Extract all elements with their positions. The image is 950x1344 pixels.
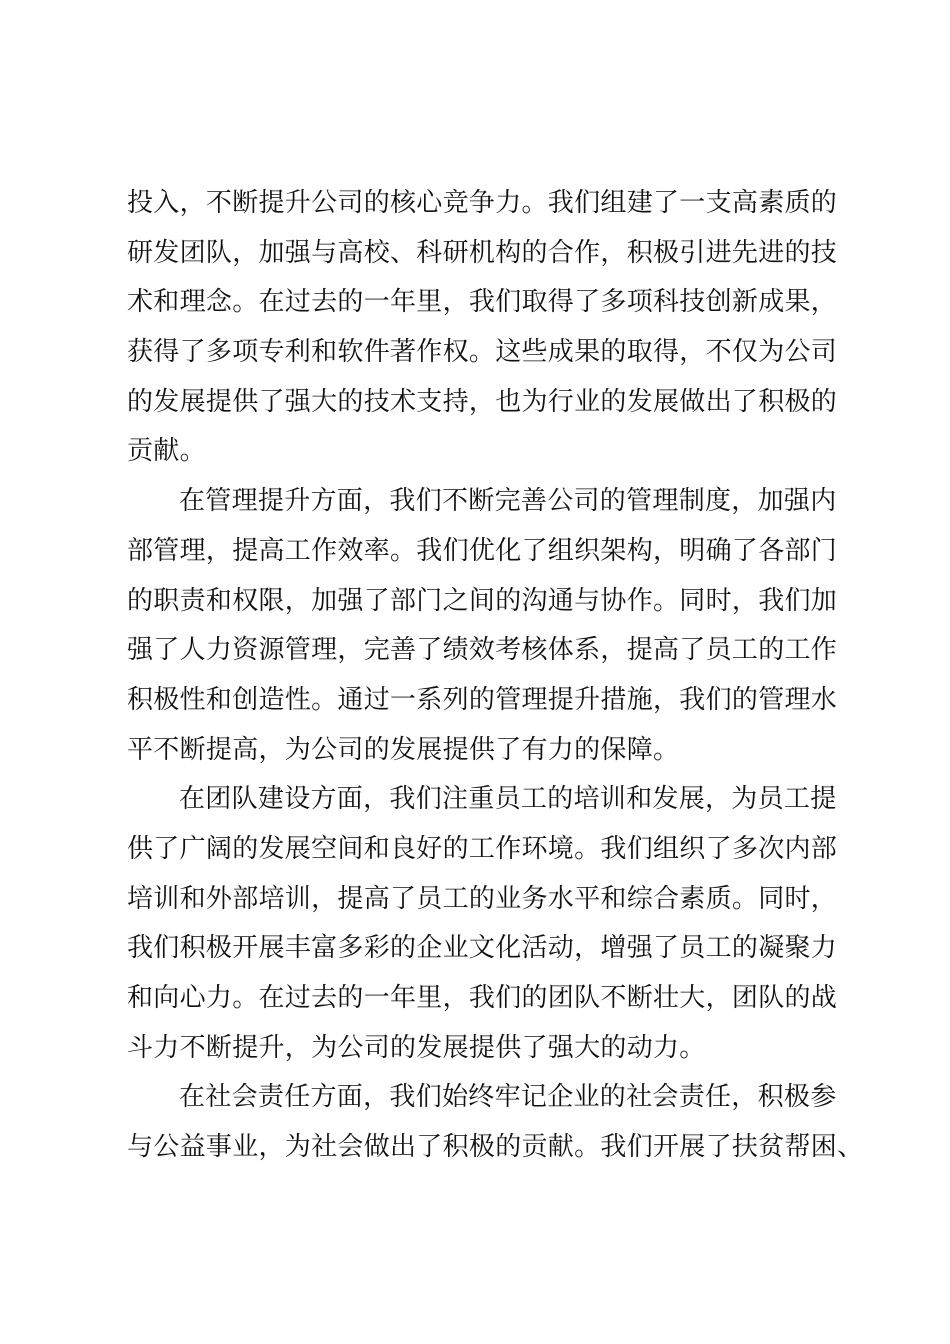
document-body	[127, 179, 864, 1173]
text-line: 在管理提升方面，我们不断完善公司的管理制度，加强内	[179, 486, 837, 517]
text-line: 在社会责任方面，我们始终牢记企业的社会责任，积极参	[179, 1082, 837, 1113]
text-line: 积极性和创造性。通过一系列的管理提升措施，我们的管理水	[127, 684, 838, 715]
text-line: 在团队建设方面，我们注重员工的培训和发展，为员工提	[179, 784, 837, 815]
text-line: 与公益事业，为社会做出了积极的贡献。我们开展了扶贫帮困、	[127, 1132, 864, 1163]
text-line: 部管理，提高工作效率。我们优化了组织架构，明确了各部门	[127, 535, 838, 566]
text-line: 斗力不断提升，为公司的发展提供了强大的动力。	[127, 1032, 706, 1063]
paragraph-2	[127, 477, 838, 775]
text-line: 的发展提供了强大的技术支持，也为行业的发展做出了积极的	[127, 386, 838, 417]
paragraph-4	[127, 1073, 864, 1172]
text-line: 投入，不断提升公司的核心竞争力。我们组建了一支高素质的	[127, 188, 838, 218]
text-line: 我们积极开展丰富多彩的企业文化活动，增强了员工的凝聚力	[127, 933, 838, 964]
text-line: 培训和外部培训，提高了员工的业务水平和综合素质。同时，	[127, 883, 838, 914]
paragraph-3	[127, 775, 838, 1073]
text-line: 强了人力资源管理，完善了绩效考核体系，提高了员工的工作	[127, 635, 838, 666]
text-line: 术和理念。在过去的一年里，我们取得了多项科技创新成果，	[127, 287, 838, 318]
text-line: 平不断提高，为公司的发展提供了有力的保障。	[127, 734, 680, 765]
text-line: 研发团队，加强与高校、科研机构的合作，积极引进先进的技	[127, 237, 838, 268]
text-line: 获得了多项专利和软件著作权。这些成果的取得，不仅为公司	[127, 337, 838, 368]
text-line: 供了广阔的发展空间和良好的工作环境。我们组织了多次内部	[127, 833, 838, 864]
text-line: 贡献。	[127, 436, 206, 467]
text-line: 的职责和权限，加强了部门之间的沟通与协作。同时，我们加	[127, 585, 838, 616]
text-line: 和向心力。在过去的一年里，我们的团队不断壮大，团队的战	[127, 983, 838, 1013]
paragraph-1	[127, 179, 838, 477]
